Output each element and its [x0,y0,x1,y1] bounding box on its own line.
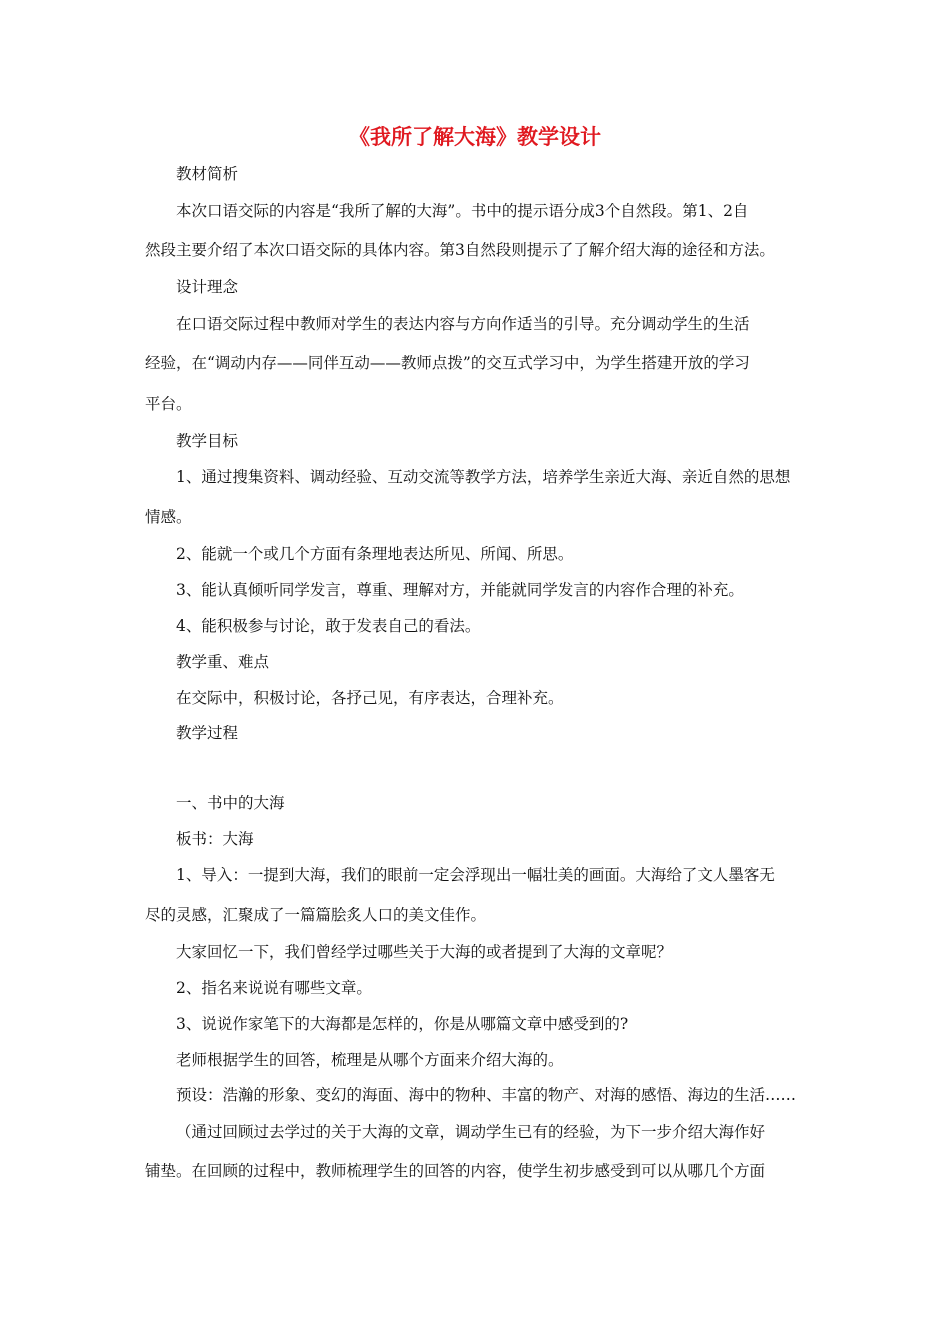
paragraph-line: 预设：浩瀚的形象、变幻的海面、海中的物种、丰富的物产、对海的感悟、海边的生活…… [176,1086,797,1104]
section-heading-key-points: 教学重、难点 [176,653,270,671]
paragraph-line: 3、说说作家笔下的大海都是怎样的，你是从哪篇文章中感受到的? [176,1015,629,1033]
paragraph-line: 在口语交际过程中教师对学生的表达内容与方向作适当的引导。充分调动学生的生活 [176,315,750,333]
paragraph-line: 然段主要介绍了本次口语交际的具体内容。第3自然段则提示了了解介绍大海的途径和方法。 [145,241,775,259]
paragraph-line: 2、指名来说说有哪些文章。 [176,979,372,997]
paragraph-line: （通过回顾过去学过的关于大海的文章，调动学生已有的经验，为下一步介绍大海作好 [176,1123,766,1141]
list-item-continuation: 情感。 [145,508,192,526]
paragraph-line: 平台。 [145,395,192,413]
paragraph-line: 在交际中，积极讨论，各抒己见，有序表达，合理补充。 [176,689,564,707]
paragraph-line: 板书：大海 [176,830,254,848]
section-heading-textbook-analysis: 教材简析 [176,165,239,183]
list-item: 4、能积极参与讨论，敢于发表自己的看法。 [176,617,481,635]
document-title: 《我所了解大海》教学设计 [349,125,601,149]
paragraph-line: 老师根据学生的回答，梳理是从哪个方面来介绍大海的。 [176,1051,564,1069]
paragraph-line: 大家回忆一下，我们曾经学过哪些关于大海的或者提到了大海的文章呢？ [176,943,673,961]
list-item: 2、能就一个或几个方面有条理地表达所见、所闻、所思。 [176,545,574,563]
list-item: 3、能认真倾听同学发言，尊重、理解对方，并能就同学发言的内容作合理的补充。 [176,581,744,599]
section-heading-design-concept: 设计理念 [176,278,239,296]
list-item: 1、通过搜集资料、调动经验、互动交流等教学方法，培养学生亲近大海、亲近自然的思想 [176,468,791,486]
paragraph-line: 本次口语交际的内容是“我所了解的大海”。书中的提示语分成3个自然段。第1、2自 [176,202,749,220]
paragraph-line: 铺垫。在回顾的过程中，教师梳理学生的回答的内容，使学生初步感受到可以从哪几个方面 [145,1162,766,1180]
paragraph-line: 尽的灵感，汇聚成了一篇篇脍炙人口的美文佳作。 [145,906,487,924]
subsection-heading: 一、书中的大海 [176,794,285,812]
paragraph-line: 经验，在“调动内存——同伴互动——教师点拨”的交互式学习中，为学生搭建开放的学习 [145,354,750,372]
section-heading-teaching-process: 教学过程 [176,724,239,742]
paragraph-line: 1、导入：一提到大海，我们的眼前一定会浮现出一幅壮美的画面。大海给了文人墨客无 [176,866,775,884]
section-heading-teaching-goals: 教学目标 [176,432,239,450]
